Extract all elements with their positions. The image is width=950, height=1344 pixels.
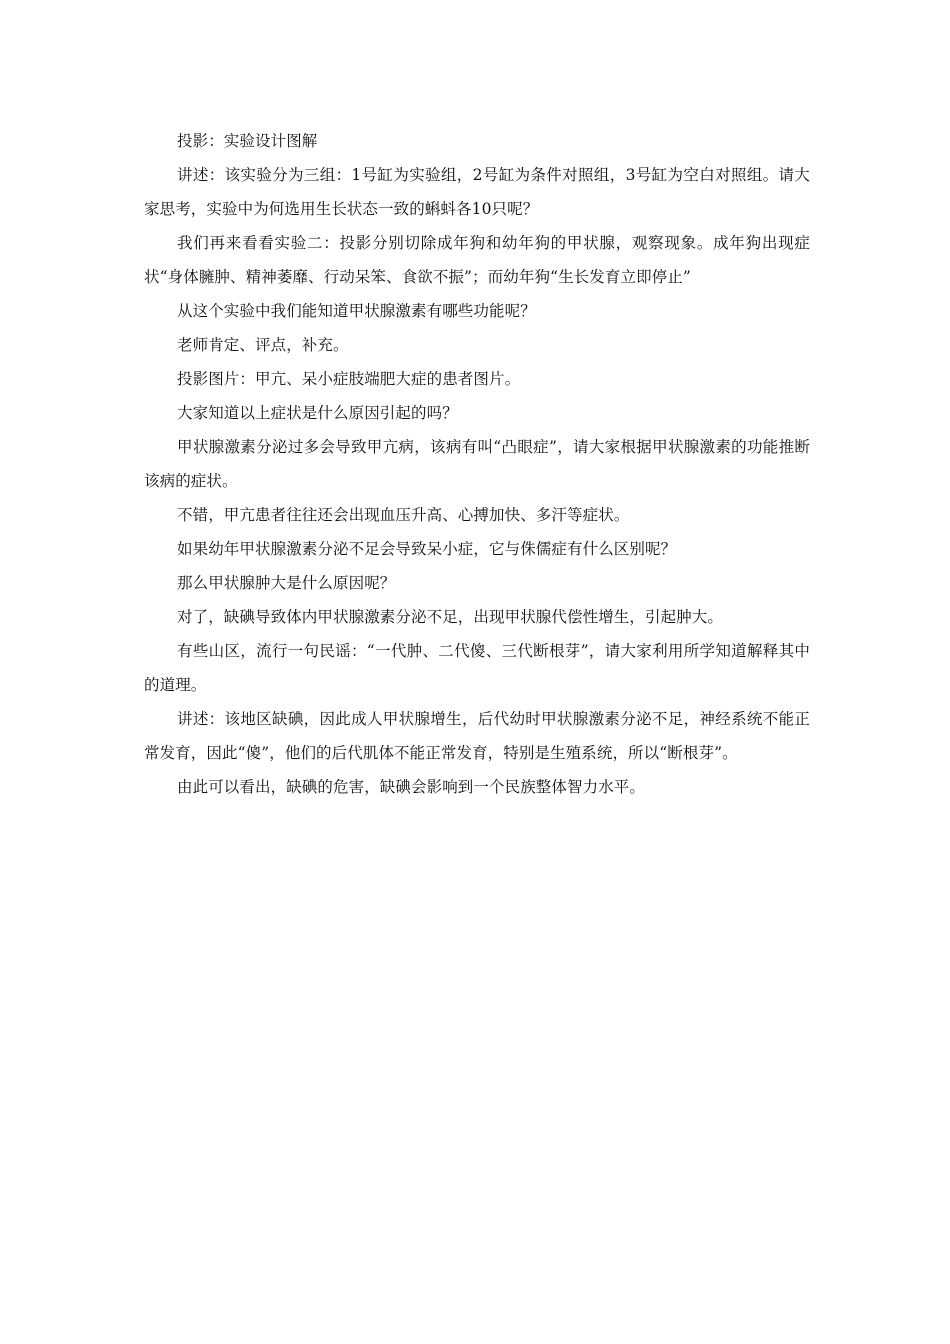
paragraph-hyperthyroid-symptoms: 不错，甲亢患者往往还会出现血压升高、心搏加快、多汗等症状。 (177, 506, 630, 524)
paragraph-cretinism-question: 如果幼年甲状腺激素分泌不足会导致呆小症，它与侏儒症有什么区别呢？ (177, 540, 677, 558)
paragraph-hyperthyroid: 甲状腺激素分泌过多会导致甲亢病，该病有叫“凸眼症”，请大家根据甲状腺激素的功能推断该病的症状。 (144, 438, 810, 490)
paragraph-cause-question: 大家知道以上症状是什么原因引起的吗？ (177, 404, 458, 422)
paragraph-function-question: 从这个实验中我们能知道甲状腺激素有哪些功能呢？ (177, 302, 536, 320)
paragraph-folk-rhyme: 有些山区，流行一句民谣：“一代肿、二代傻、三代断根芽”，请大家利用所学知道解释其中的道理。 (144, 642, 810, 694)
paragraph-teacher-comment: 老师肯定、评点，补充。 (177, 336, 349, 354)
paragraph-experiment-two: 我们再来看看实验二：投影分别切除成年狗和幼年狗的甲状腺，观察现象。成年狗出现症状“身体臃肿、精神萎靡、行动呆笨、食欲不振”；而幼年狗“生长发育立即停止” (144, 234, 810, 286)
paragraph-projection-design: 投影：实验设计图解 (177, 132, 318, 150)
paragraph-goiter-question: 那么甲状腺肿大是什么原因呢？ (177, 574, 396, 592)
paragraph-explanation: 讲述：该地区缺碘，因此成人甲状腺增生，后代幼时甲状腺激素分泌不足，神经系统不能正常发育，因此“傻”，他们的后代肌体不能正常发育，特别是生殖系统，所以“断根芽”。 (144, 710, 810, 762)
document-body (144, 124, 810, 804)
paragraph-experiment-groups: 讲述：该实验分为三组：1号缸为实验组，2号缸为条件对照组，3号缸为空白对照组。请大家思考，实验中为何选用生长状态一致的蝌蚪各10只呢？ (144, 166, 810, 218)
paragraph-conclusion: 由此可以看出，缺碘的危害，缺碘会影响到一个民族整体智力水平。 (177, 778, 646, 796)
paragraph-projection-images: 投影图片：甲亢、呆小症肢端肥大症的患者图片。 (177, 370, 521, 388)
paragraph-iodine-deficiency: 对了，缺碘导致体内甲状腺激素分泌不足，出现甲状腺代偿性增生，引起肿大。 (177, 608, 724, 626)
